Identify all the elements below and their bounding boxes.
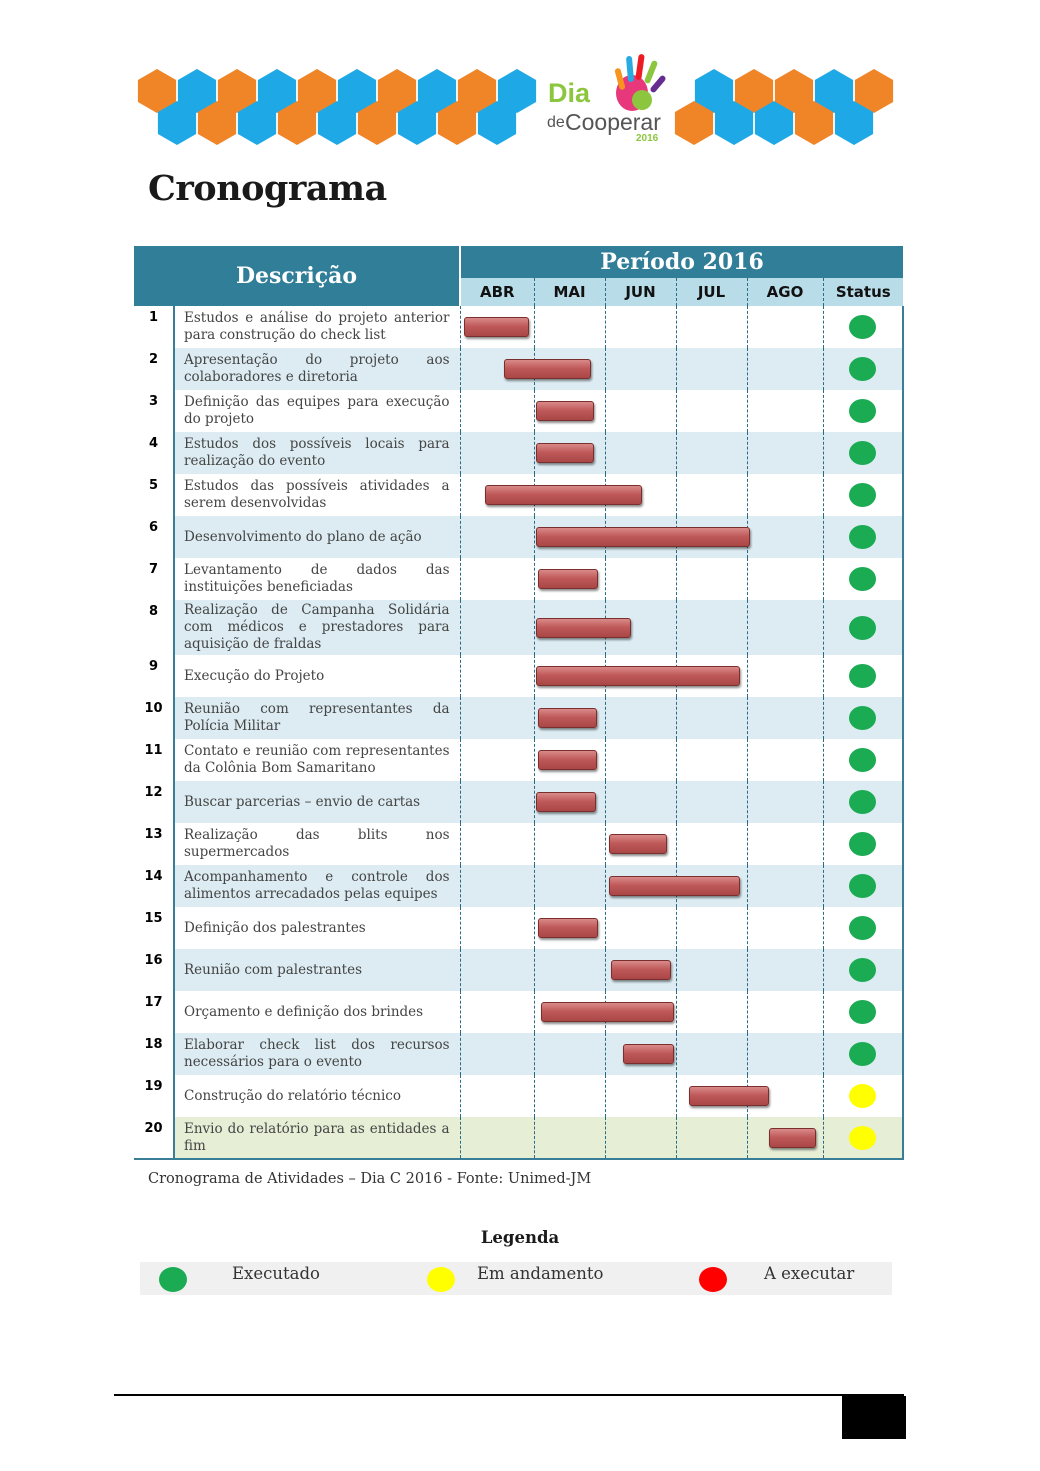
month-cell (676, 474, 747, 516)
status-dot (849, 790, 876, 814)
month-cell (676, 1117, 747, 1159)
month-cell (460, 655, 534, 697)
row-description: Reunião com representantes da Polícia Militar (174, 697, 460, 739)
month-cell (747, 432, 823, 474)
status-cell (823, 823, 903, 865)
month-cell (460, 739, 534, 781)
month-cell (460, 390, 534, 432)
table-row (134, 558, 903, 600)
row-description: Estudos dos possíveis locais para realização do evento (174, 432, 460, 474)
month-cell (747, 600, 823, 655)
month-cell (747, 949, 823, 991)
status-cell (823, 991, 903, 1033)
month-cell (605, 1075, 676, 1117)
row-description: Elaborar check list dos recursos necessários para o evento (174, 1033, 460, 1075)
status-dot (849, 616, 876, 640)
row-number: 6 (134, 516, 174, 558)
month-cell (676, 1033, 747, 1075)
month-cell (676, 739, 747, 781)
row-number: 17 (134, 991, 174, 1033)
status-dot (849, 441, 876, 465)
row-description: Execução do Projeto (184, 667, 325, 684)
logo-word-cooperar: Cooperar (565, 109, 661, 135)
status-dot (849, 525, 876, 549)
month-cell (460, 432, 534, 474)
table-row (134, 991, 903, 1033)
month-header: JUL (676, 278, 747, 306)
month-cell (676, 432, 747, 474)
gantt-bar (536, 792, 596, 812)
month-cell (747, 1033, 823, 1075)
month-cell (747, 516, 823, 558)
month-cell (605, 558, 676, 600)
dia-de-cooperar-logo (547, 54, 667, 144)
status-dot (849, 357, 876, 381)
gantt-bar (609, 876, 740, 896)
month-cell (460, 907, 534, 949)
status-cell (823, 348, 903, 390)
row-description: Estudos e análise do projeto anterior para construção do check list (184, 310, 450, 343)
status-dot (849, 1042, 876, 1066)
status-dot (849, 832, 876, 856)
status-cell (823, 1117, 903, 1159)
status-cell (823, 474, 903, 516)
month-cell (676, 697, 747, 739)
month-cell (605, 1117, 676, 1159)
status-dot (849, 958, 876, 982)
row-description: Orçamento e definição dos brindes (184, 1003, 424, 1020)
status-cell (823, 558, 903, 600)
table-row (134, 865, 903, 907)
table-row (134, 697, 903, 739)
schedule-table (134, 246, 904, 1160)
month-cell (747, 306, 823, 348)
table-row (134, 781, 903, 823)
gantt-bar (536, 527, 750, 547)
month-header: MAI (534, 278, 605, 306)
row-description: Desenvolvimento do plano de ação (174, 516, 460, 558)
month-cell (747, 348, 823, 390)
month-header: ABR (460, 278, 534, 306)
month-header: JUN (605, 278, 676, 306)
month-cell (605, 306, 676, 348)
status-cell (823, 432, 903, 474)
row-number: 18 (134, 1033, 174, 1075)
month-cell (747, 823, 823, 865)
month-cell (676, 600, 747, 655)
month-cell (460, 949, 534, 991)
footer-rule (114, 1394, 904, 1396)
logo-word-dia: Dia (548, 78, 591, 108)
legend-item-andamento (410, 1262, 660, 1295)
row-number: 5 (134, 474, 174, 516)
month-cell (747, 739, 823, 781)
row-description: Realização de Campanha Solidária com médicos e prestadores para aquisição de fraldas (174, 600, 460, 655)
month-cell (460, 1075, 534, 1117)
row-description: Construção do relatório técnico (184, 1087, 401, 1104)
colored-hand-icon (614, 54, 666, 111)
table-caption: Cronograma de Atividades – Dia C 2016 - Fonte: Unimed-JM (148, 1171, 592, 1187)
table-row (134, 655, 903, 697)
row-number: 4 (134, 432, 174, 474)
status-cell (823, 739, 903, 781)
status-dot (699, 1267, 727, 1292)
status-dot (849, 567, 876, 591)
row-description: Definição dos palestrantes (184, 919, 366, 936)
month-cell (747, 865, 823, 907)
page-number-box (842, 1396, 906, 1439)
month-cell (460, 600, 534, 655)
month-cell (534, 1117, 605, 1159)
month-cell (534, 865, 605, 907)
month-cell (676, 991, 747, 1033)
gantt-bar (538, 708, 596, 728)
month-cell (605, 432, 676, 474)
legend-item-a-executar (680, 1262, 892, 1295)
month-cell (605, 739, 676, 781)
row-number: 2 (134, 348, 174, 390)
legend (140, 1262, 892, 1295)
status-cell (823, 907, 903, 949)
row-description: Definição das equipes para execução do projeto (184, 394, 450, 427)
month-cell (605, 348, 676, 390)
legend-label: Em andamento (477, 1264, 604, 1283)
header-banner (137, 48, 894, 148)
month-cell (605, 907, 676, 949)
gantt-bar (689, 1086, 769, 1106)
month-header: AGO (747, 278, 823, 306)
hexagon-pattern-right (675, 69, 893, 145)
row-description: Reunião com palestrantes (174, 949, 460, 991)
table-row (134, 1075, 903, 1117)
legend-label: Executado (232, 1264, 320, 1283)
table-row (134, 390, 903, 432)
gantt-bar (611, 960, 671, 980)
gantt-bar (504, 359, 591, 379)
status-cell (823, 865, 903, 907)
row-number: 15 (134, 907, 174, 949)
row-number: 9 (134, 655, 174, 697)
table-row (134, 949, 903, 991)
month-cell (460, 516, 534, 558)
hexagon-pattern-left (138, 69, 536, 145)
month-cell (605, 697, 676, 739)
gantt-bar (536, 443, 594, 463)
status-dot (849, 483, 876, 507)
row-description: Apresentação do projeto aos colaboradores e diretoria (174, 348, 460, 390)
status-cell (823, 600, 903, 655)
row-description: Buscar parcerias – envio de cartas (174, 781, 460, 823)
row-number: 20 (134, 1117, 174, 1159)
gantt-bar (541, 1002, 674, 1022)
gantt-bar (538, 918, 598, 938)
status-dot (849, 706, 876, 730)
gantt-bar (464, 317, 529, 337)
gantt-bar (536, 666, 739, 686)
month-cell (747, 781, 823, 823)
month-cell (460, 1117, 534, 1159)
status-dot (849, 748, 876, 772)
month-cell (747, 697, 823, 739)
status-dot (849, 1084, 876, 1108)
row-description: Acompanhamento e controle dos alimentos arrecadados pelas equipes (174, 865, 460, 907)
row-number: 7 (134, 558, 174, 600)
table-row (134, 739, 903, 781)
row-number: 12 (134, 781, 174, 823)
month-cell (676, 390, 747, 432)
row-description: Contato e reunião com representantes da Colônia Bom Samaritano (184, 743, 450, 776)
logo-word-de: de (547, 114, 565, 131)
logo-year: 2016 (636, 133, 659, 144)
month-cell (676, 823, 747, 865)
month-cell (676, 348, 747, 390)
month-cell (534, 823, 605, 865)
month-cell (534, 1033, 605, 1075)
gantt-bar (538, 750, 596, 770)
legend-item-executado (140, 1262, 390, 1295)
status-dot (849, 1000, 876, 1024)
month-cell (534, 306, 605, 348)
month-cell (460, 558, 534, 600)
status-cell (823, 1033, 903, 1075)
status-dot (849, 874, 876, 898)
status-dot (427, 1267, 455, 1292)
month-cell (460, 1033, 534, 1075)
month-cell (460, 697, 534, 739)
gantt-bar (769, 1128, 816, 1148)
status-cell (823, 306, 903, 348)
gantt-bar (609, 834, 667, 854)
status-cell (823, 655, 903, 697)
gantt-bar (623, 1044, 674, 1064)
month-cell (534, 1075, 605, 1117)
month-cell (747, 474, 823, 516)
month-cell (747, 558, 823, 600)
table-row (134, 907, 903, 949)
header-period: Período 2016 (460, 246, 903, 278)
status-cell (823, 781, 903, 823)
month-cell (460, 781, 534, 823)
status-dot (849, 1126, 876, 1150)
table-row (134, 516, 903, 558)
table-row (134, 600, 903, 655)
month-cell (747, 655, 823, 697)
month-cell (676, 949, 747, 991)
row-number: 11 (134, 739, 174, 781)
status-dot (849, 916, 876, 940)
status-cell (823, 390, 903, 432)
month-cell (605, 390, 676, 432)
month-cell (747, 991, 823, 1033)
status-cell (823, 697, 903, 739)
row-number: 1 (134, 306, 174, 348)
status-dot (849, 399, 876, 423)
table-row (134, 432, 903, 474)
month-cell (605, 781, 676, 823)
row-number: 19 (134, 1075, 174, 1117)
month-cell (676, 306, 747, 348)
row-number: 3 (134, 390, 174, 432)
row-number: 16 (134, 949, 174, 991)
page-title: Cronograma (148, 168, 387, 209)
row-number: 14 (134, 865, 174, 907)
month-cell (460, 823, 534, 865)
gantt-bar (536, 618, 630, 638)
gantt-bar (538, 569, 598, 589)
month-cell (676, 558, 747, 600)
row-number: 13 (134, 823, 174, 865)
row-description: Estudos das possíveis atividades a serem desenvolvidas (184, 478, 450, 511)
status-cell (823, 949, 903, 991)
month-cell (676, 907, 747, 949)
legend-title: Legenda (480, 1228, 560, 1247)
status-dot (849, 315, 876, 339)
month-cell (676, 781, 747, 823)
row-number: 8 (134, 600, 174, 655)
status-cell (823, 1075, 903, 1117)
month-cell (460, 865, 534, 907)
row-number: 10 (134, 697, 174, 739)
gantt-bar (485, 485, 641, 505)
row-description: Levantamento de dados das instituições beneficiadas (184, 562, 450, 595)
legend-label: A executar (764, 1264, 855, 1283)
table-row (134, 1033, 903, 1075)
header-description: Descrição (134, 246, 460, 306)
row-description: Realização das blits nos supermercados (184, 827, 450, 860)
status-dot (849, 664, 876, 688)
status-header: Status (823, 278, 903, 306)
month-cell (747, 390, 823, 432)
table-row (134, 823, 903, 865)
month-cell (534, 949, 605, 991)
status-dot (159, 1267, 187, 1292)
gantt-bar (536, 401, 594, 421)
month-cell (747, 907, 823, 949)
month-cell (460, 991, 534, 1033)
row-description: Envio do relatório para as entidades a fim (174, 1117, 460, 1159)
status-cell (823, 516, 903, 558)
